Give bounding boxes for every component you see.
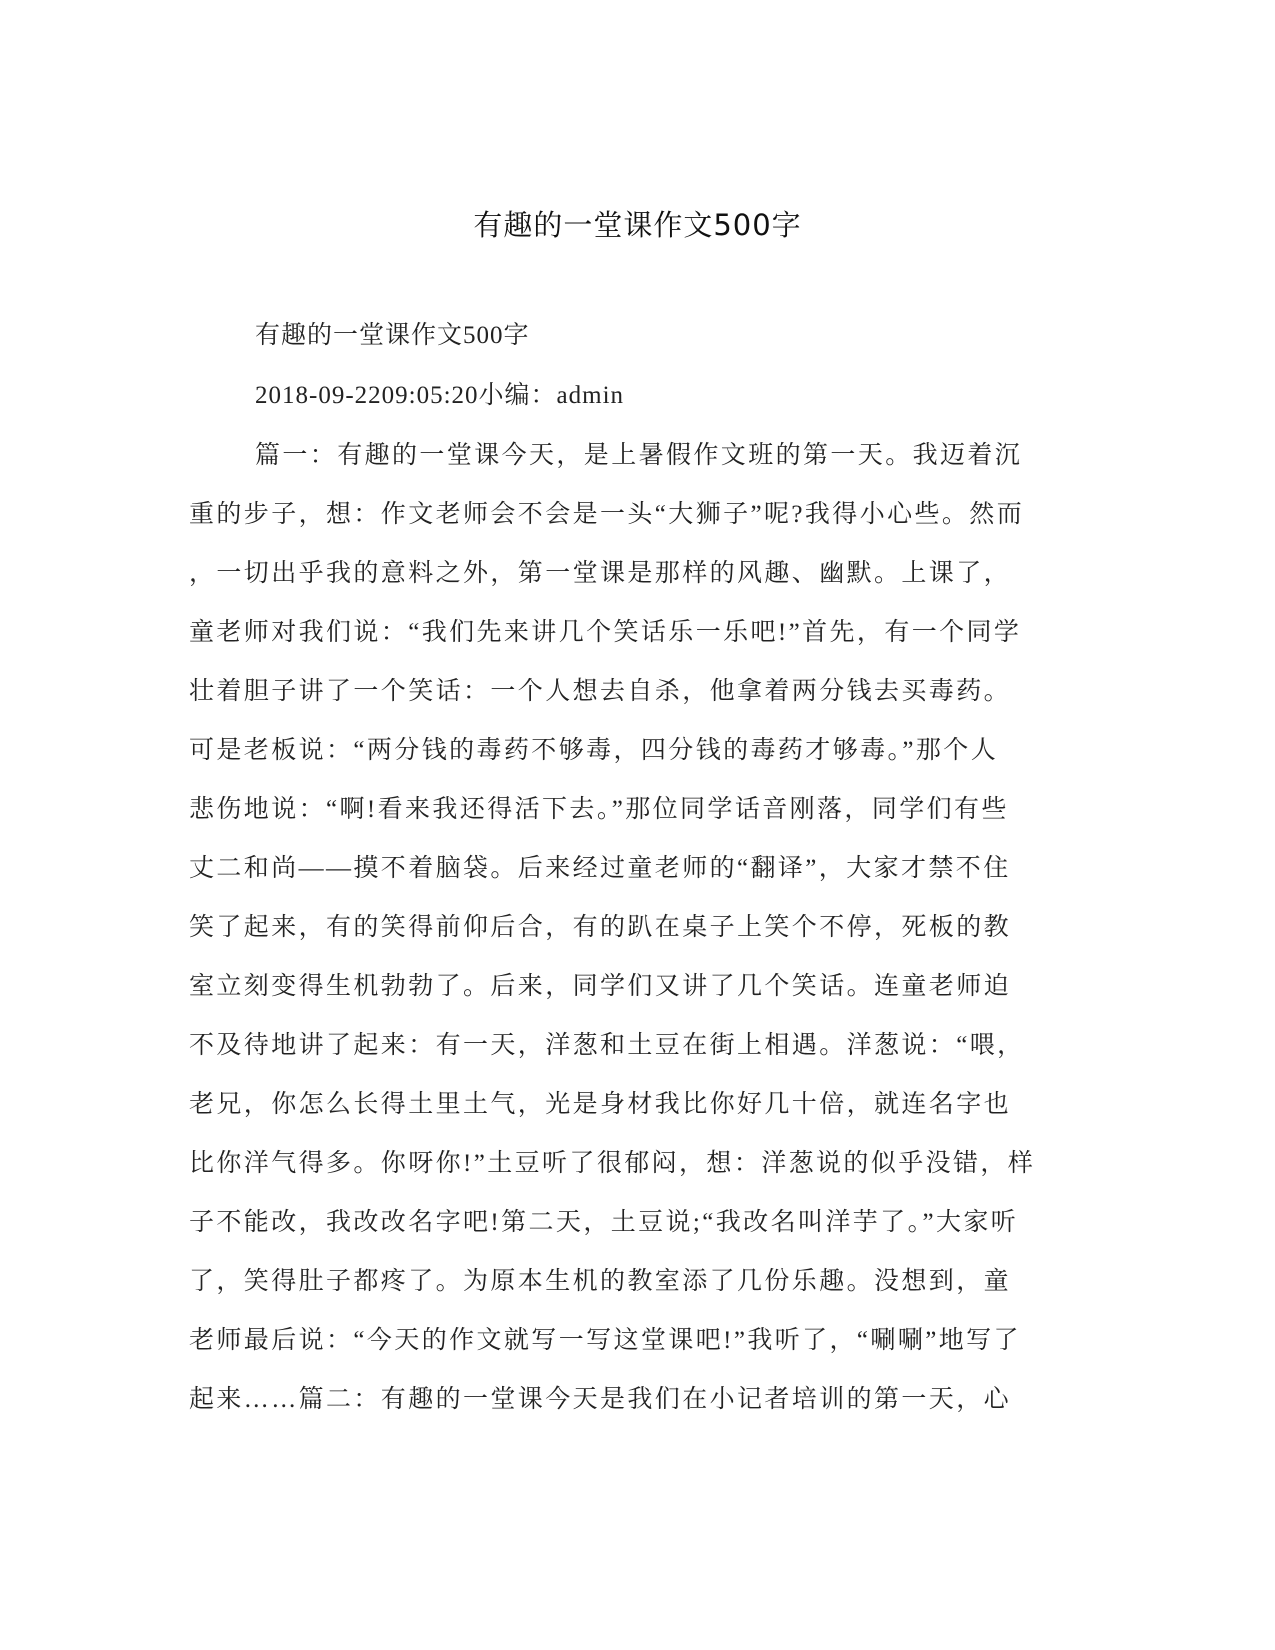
body-line: 童老师对我们说：“我们先来讲几个笑话乐一乐吧!”首先，有一个同学: [189, 619, 1022, 646]
body-line: 笑了起来，有的笑得前仰后合，有的趴在桌子上笑个不停，死板的教: [189, 914, 1012, 941]
document-subtitle: 有趣的一堂课作文500字: [255, 322, 530, 349]
body-line: 老兄，你怎么长得土里土气，光是身材我比你好几十倍，就连名字也: [189, 1091, 1012, 1118]
body-line: 重的步子，想：作文老师会不会是一头“大狮子”呢?我得小心些。然而: [189, 501, 1025, 528]
body-line: 丈二和尚——摸不着脑袋。后来经过童老师的“翻译”，大家才禁不住: [189, 855, 1011, 882]
body-line: 起来……篇二：有趣的一堂课今天是我们在小记者培训的第一天，心: [189, 1386, 1012, 1413]
body-line: 老师最后说：“今天的作文就写一写这堂课吧!”我听了，“唰唰”地写了: [189, 1327, 1021, 1354]
date-author-line: 2018-09-2209:05:20小编：admin: [255, 382, 625, 409]
body-line: 子不能改，我改改名字吧!第二天，土豆说;“我改名叫洋芋了。”大家听: [189, 1209, 1019, 1236]
body-line: 室立刻变得生机勃勃了。后来，同学们又讲了几个笑话。连童老师迫: [189, 973, 1012, 1000]
body-line: ，一切出乎我的意料之外，第一堂课是那样的风趣、幽默。上课了，: [189, 560, 1012, 587]
body-line: 壮着胆子讲了一个笑话：一个人想去自杀，他拿着两分钱去买毒药。: [189, 678, 1012, 705]
body-line: 可是老板说：“两分钱的毒药不够毒，四分钱的毒药才够毒。”那个人: [189, 737, 999, 764]
body-line: 篇一：有趣的一堂课今天，是上暑假作文班的第一天。我迈着沉: [255, 442, 1023, 469]
body-line: 了，笑得肚子都疼了。为原本生机的教室添了几份乐趣。没想到，童: [189, 1268, 1012, 1295]
document-title: 有趣的一堂课作文500字: [473, 208, 802, 242]
body-line: 比你洋气得多。你呀你!”土豆听了很郁闷，想：洋葱说的似乎没错，样: [189, 1150, 1036, 1177]
body-line: 悲伤地说：“啊!看来我还得活下去。”那位同学话音刚落，同学们有些: [189, 796, 1009, 823]
body-line: 不及待地讲了起来：有一天，洋葱和土豆在街上相遇。洋葱说：“喂，: [189, 1032, 1025, 1059]
